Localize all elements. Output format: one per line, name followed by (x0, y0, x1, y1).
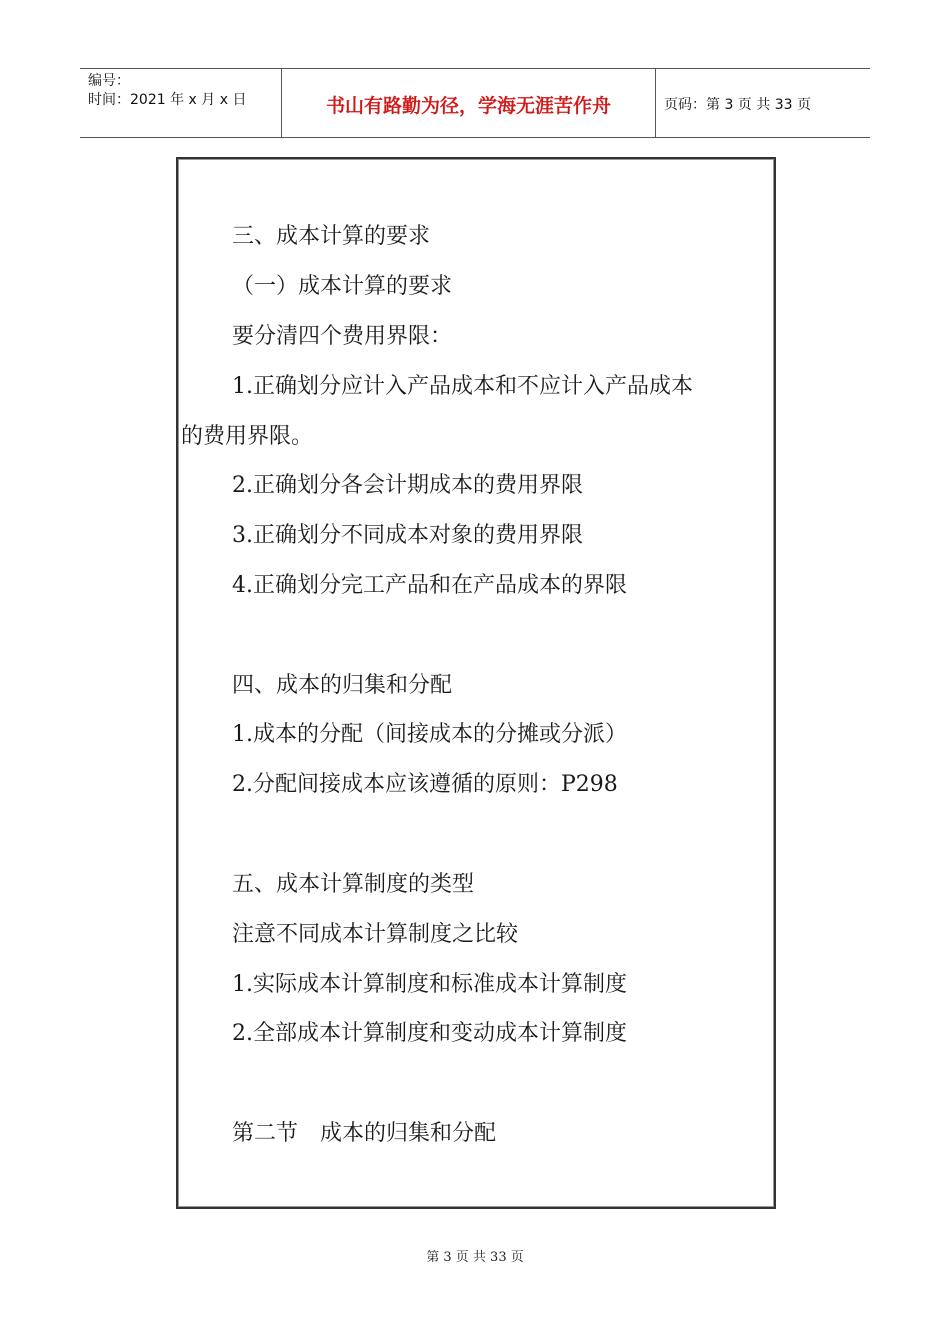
list-item: 2.正确划分各会计期成本的费用界限 (232, 473, 583, 498)
list-item: 2.全部成本计算制度和变动成本计算制度 (232, 1021, 627, 1046)
paragraph-line: 注意不同成本计算制度之比较 (232, 922, 519, 947)
list-item: 2.分配间接成本应该遵循的原则：P298 (232, 772, 618, 797)
section-heading: 五、成本计算制度的类型 (232, 872, 475, 897)
header-motto: 书山有路勤为径，学海无涯苦作舟 (325, 95, 611, 117)
chapter-heading: 第二节 成本的归集和分配 (232, 1121, 497, 1146)
list-item: 4.正确划分完工产品和在产品成本的界限 (232, 573, 627, 598)
list-item: 1.正确划分应计入产品成本和不应计入产品成本 (232, 374, 693, 399)
section-heading: 四、成本的归集和分配 (232, 673, 453, 698)
list-item: 1.成本的分配（间接成本的分摊或分派） (232, 722, 627, 747)
header-meta (88, 72, 246, 110)
number-label: 编号： (88, 73, 130, 89)
paragraph-line: 要分清四个费用界限： (232, 324, 453, 349)
page-footer: 第 3 页 共 33 页 (426, 1250, 524, 1265)
page-header (80, 68, 870, 138)
header-page-info: 页码：第 3 页 共 33 页 (664, 97, 811, 113)
list-item: 1.实际成本计算制度和标准成本计算制度 (232, 972, 627, 997)
section-heading: 三、成本计算的要求 (232, 224, 431, 249)
list-item-continuation: 的费用界限。 (181, 424, 314, 449)
date-label: 时间：2021 年 x 月 x 日 (88, 92, 247, 108)
subsection-heading: （一）成本计算的要求 (232, 274, 453, 299)
header-divider (655, 69, 656, 137)
list-item: 3.正确划分不同成本对象的费用界限 (232, 523, 583, 548)
